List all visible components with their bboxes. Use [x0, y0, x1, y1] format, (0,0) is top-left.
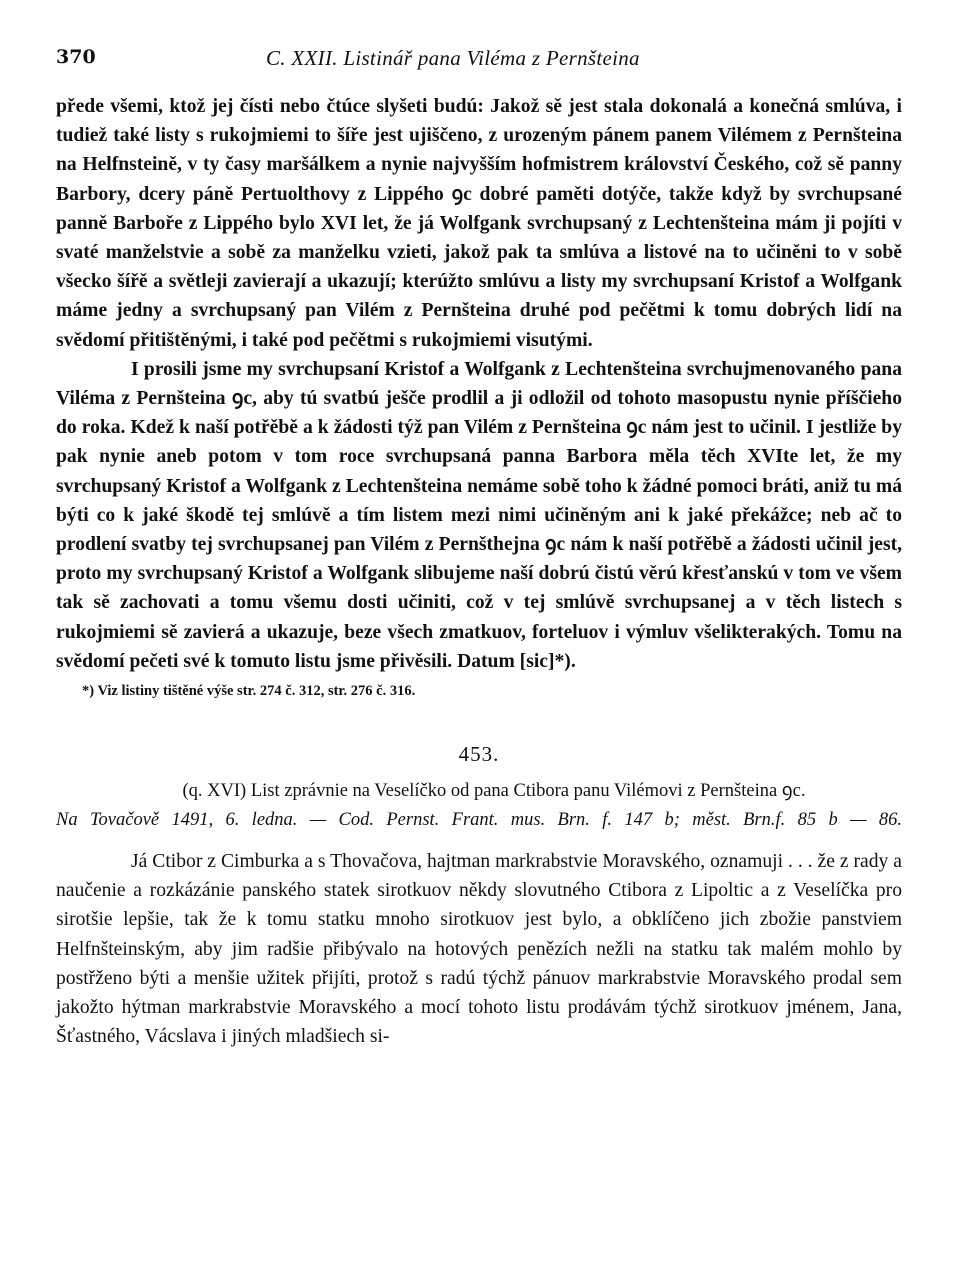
running-head: C. XXII. Listinář pana Viléma z Pernšteina	[266, 46, 640, 70]
document-number: 453.	[458, 742, 500, 767]
document-text	[56, 847, 902, 1051]
footnote: *) Viz listiny tištěné výše str. 274 č. 312, str. 276 č. 316.	[82, 683, 416, 700]
paragraph: I prosili jsme my svrchupsaní Kristof a Wolfgank z Lechtenšteina svrchujmenovaného pana Viléma z Pernšteina ꝯc, aby tú svatbú ješče prodlil a ji odložil od tohoto masopustu nynie příščieho do roka. Kdež k naší potřěbě a k žádosti týž pan Vilém z Pernšteina ꝯc nám jest to učinil. I jestliže by pak nynie aneb potom v tom roce svrchupsaná panna Barbora měla těch XVIte let, že my svrchupsaný Kristof a Wolfgank z Lechtenšteina nemáme sobě toho k žádné pomoci bráti, aniž tu má býti co k jaké škodě tej smlúvě a tím listem mezi nimi učiněným ani k jaké překážce; neb ač to prodlení svatby tej svrchupsanej pan Vilém z Pernšthejna ꝯc nám k naší potřěbě a žádosti učinil jest, proto my svrchupsaný Kristof a Wolfgank slibujeme naší dobrú čistú věrú křesťanskú v tom ve všem tak sě zachovati a tomu všemu dosti učiniti, což v tej smlúvě svrchupsanej a v těch listech s rukojmiemi sě zavierá a ukazuje, beze všech zmatkuov, forteluov i výmluv všelikterakých. Tomu na svědomí pečeti své k tomuto listu jsme přivěsili. Datum [sic]*).	[56, 358, 902, 672]
document-regest: (q. XVI) List zprávnie na Veselíčko od pana Ctibora panu Vilémovi z Pernšteina ꝯc.	[182, 781, 806, 802]
page-number: 370	[56, 46, 96, 68]
continued-paragraph: přede všemi, ktož jej čísti nebo čtúce slyšeti budú: Jakož sě jest stala dokonalá a konečná smlúva, i tudiež také listy s rukojmiemi to šíře jest ujiščeno, z urozeným pánem panem Vilémem z Pernšteina na Helfnsteině, v ty časy maršálkem a nynie najvyšším hofmistrem království Českého, což sě panny Barbory, dcery páně Pertuolthovy z Lippého ꝯc dobré paměti dotýče, takže když by svrchupsané panně Barboře z Lippého bylo XVI let, že já Wolfgank svrchupsaný z Lechtenšteina mám ji pojíti v svaté manželstvie a sobě za manželku vzieti, jakož pak ta smlúva a listové na to učiněni to v sobě všecko šířě a světleji zavierají a ukazují; kterúžto smlúvu a listy my svrchupsaní Kristof a Wolfgank máme jedny a svrchupsaný pan Vilém z Pernšteina druhé pod pečětmi k tomu dobrých lidí na svědomí přitištěnými, i také pod pečětmi s rukojmiemi visutými.	[56, 96, 902, 351]
main-text	[56, 92, 902, 676]
page-header	[56, 46, 902, 80]
document-source: Na Tovačově 1491, 6. ledna. — Cod. Pernst. Frant. mus. Brn. f. 147 b; měst. Brn.f. 85 b — 86.	[56, 810, 902, 831]
paragraph: Já Ctibor z Cimburka a s Thovačova, hajtman markrabstvie Moravského, oznamuji . . . že z rady a naučenie a rozkázánie panského statek sirotkuov někdy slovutného Ctibora z Lipoltic a z Veselíčka pro sirotšie lepšie, tak že k tomu statku mnoho sirotkuov jest bylo, a obklíčeno jich zbožie panstviem Helfnšteinským, aby jim radšie přibývalo na hotových penězích nežli na statku tak malém mohlo by postřženo býti a menšie užitek přijíti, protož s radú týchž pánuov markrabstvie Moravského prodal sem jakožto hýtman markrabstvie Moravského a mocí tohoto listu prodávám týchž sirotkuov jménem, Jana, Šťastného, Vácslava i jiných mladšiech si-	[56, 851, 902, 1048]
document-page	[56, 46, 902, 1051]
